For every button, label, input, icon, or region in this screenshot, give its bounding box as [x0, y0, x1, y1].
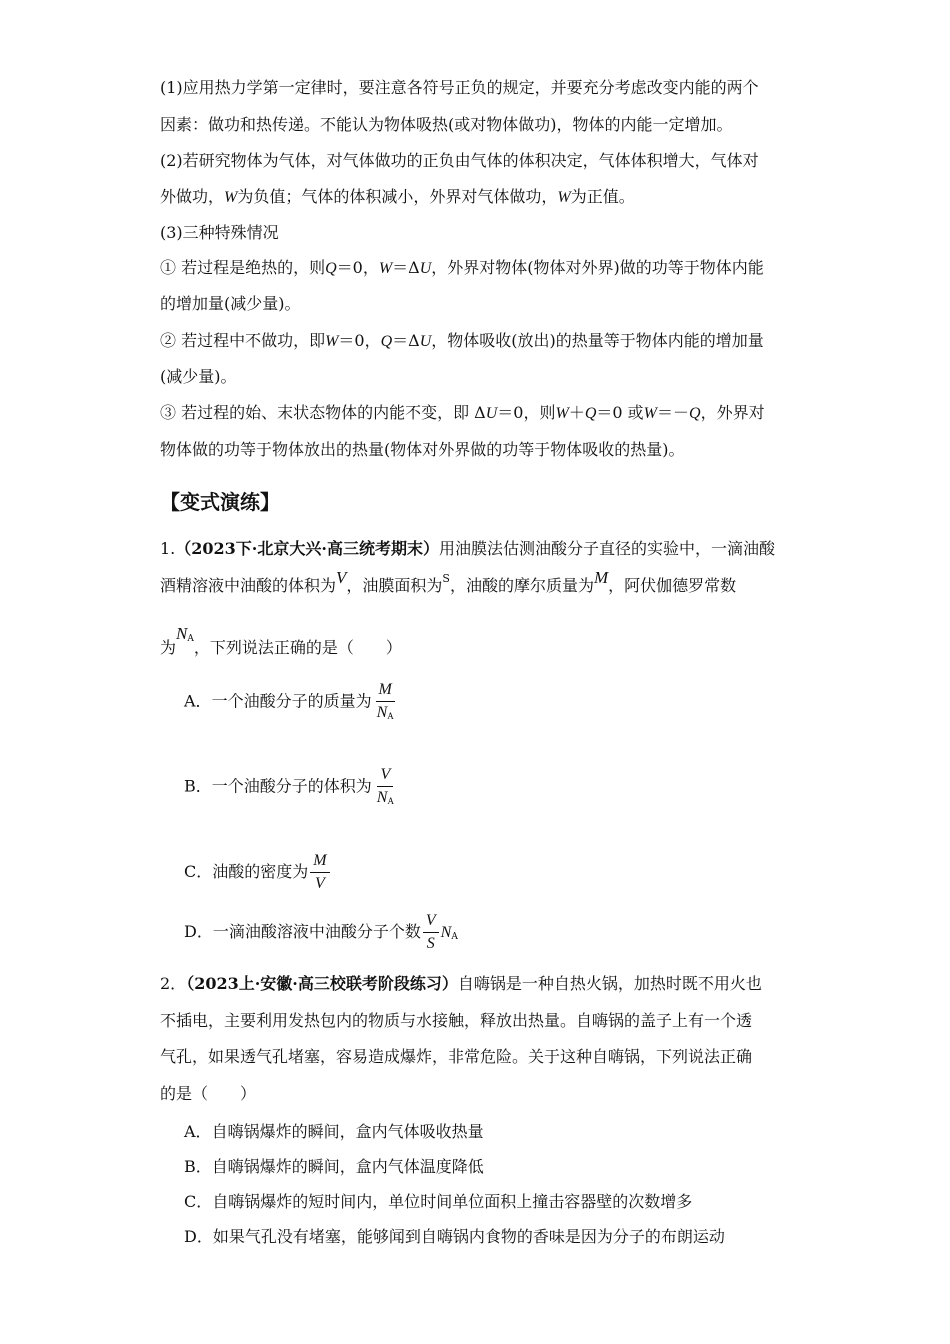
question-1-stem-line-3: 为$N^A$，下列说法正确的是（ ） [160, 624, 402, 657]
section-heading: 【变式演练】 [160, 490, 280, 514]
note-1-line-2: 因素：做功和热传递。不能认为物体吸热(或对物体做功)，物体的内能一定增加。 [160, 115, 733, 134]
question-2-stem-line-4: 的是（ ） [160, 1084, 257, 1103]
question-2-option-a[interactable]: A．自嗨锅爆炸的瞬间，盒内气体吸收热量 [184, 1122, 484, 1141]
question-1-option-c[interactable]: C．油酸的密度为 $\frac{M}{V}$ [184, 852, 332, 893]
question-2-stem-line-3: 气孔，如果透气孔堵塞，容易造成爆炸，非常危险。关于这种自嗨锅，下列说法正确 [160, 1047, 753, 1066]
fraction: $\frac{V}{NA}$ [376, 766, 394, 806]
question-source: （2023下·北京大兴·高三统考期末） [175, 539, 439, 558]
question-2-option-d[interactable]: D．如果气孔没有堵塞，能够闻到自嗨锅内食物的香味是因为分子的布朗运动 [184, 1227, 725, 1246]
case-1-line-2: 的增加量(减少量)。 [160, 294, 301, 313]
question-2-option-b[interactable]: B．自嗨锅爆炸的瞬间，盒内气体温度降低 [184, 1157, 484, 1176]
question-number: 2． [160, 974, 187, 993]
question-2-stem-line-2: 不插电，主要利用发热包内的物质与水接触，释放出热量。自嗨锅的盖子上有一个透 [160, 1011, 753, 1030]
question-2-stem-line-1: 2．（2023上·安徽·高三校联考阶段练习）自嗨锅是一种自热火锅，加热时既不用火也 [160, 974, 762, 993]
question-1-option-d[interactable]: D．一滴油酸溶液中油酸分子个数 $\frac{V}{S}$ NA [184, 912, 458, 952]
case-2-line-2: (减少量)。 [160, 367, 237, 386]
note-2-line-1: (2)若研究物体为气体，对气体做功的正负由气体的体积决定，气体体积增大，气体对 [160, 151, 759, 170]
note-3-title: (3)三种特殊情况 [160, 223, 279, 242]
note-1-line-1: (1)应用热力学第一定律时，要注意各符号正负的规定，并要充分考虑改变内能的两个 [160, 78, 759, 97]
case-3-line-2: 物体做的功等于物体放出的热量(物体对外界做的功等于物体吸收的热量)。 [160, 440, 685, 459]
fraction: $\frac{M}{V}$ [310, 852, 329, 893]
question-number: 1. [160, 539, 176, 558]
case-2-line-1: ② 若过程中不做功，即W＝0，Q＝ΔU，物体吸收(放出)的热量等于物体内能的增加量 [160, 331, 764, 350]
case-1-line-1: ① 若过程是绝热的，则Q＝0，W＝ΔU，外界对物体(物体对外界)做的功等于物体内能 [160, 258, 764, 277]
question-source: （2023上·安徽·高三校联考阶段练习） [186, 974, 458, 993]
question-1-stem-line-2: 酒精溶液中油酸的体积为V，油膜面积为$^S$，油酸的摩尔质量为M，阿伏伽德罗常数 [160, 568, 737, 595]
question-2-option-c[interactable]: C．自嗨锅爆炸的短时间内，单位时间单位面积上撞击容器壁的次数增多 [184, 1192, 693, 1211]
fraction: $\frac{M}{NA}$ [376, 681, 394, 721]
fraction: $\frac{V}{S}$ [423, 912, 439, 953]
question-1-option-a[interactable]: A．一个油酸分子的质量为 $\frac{M}{NA}$ [184, 681, 399, 723]
question-1-option-b[interactable]: B．一个油酸分子的体积为 $\frac{V}{NA}$ [184, 766, 399, 808]
case-3-line-1: ③ 若过程的始、末状态物体的内能不变，即 ΔU＝0，则W＋Q＝0 或W＝－Q，外界对 [160, 403, 765, 422]
note-2-line-2: 外做功，W为负值；气体的体积减小，外界对气体做功，W为正值。 [160, 187, 635, 206]
question-1-stem-line-1: 1.（2023下·北京大兴·高三统考期末）用油膜法估测油酸分子直径的实验中，一滴油酸 [160, 539, 775, 558]
